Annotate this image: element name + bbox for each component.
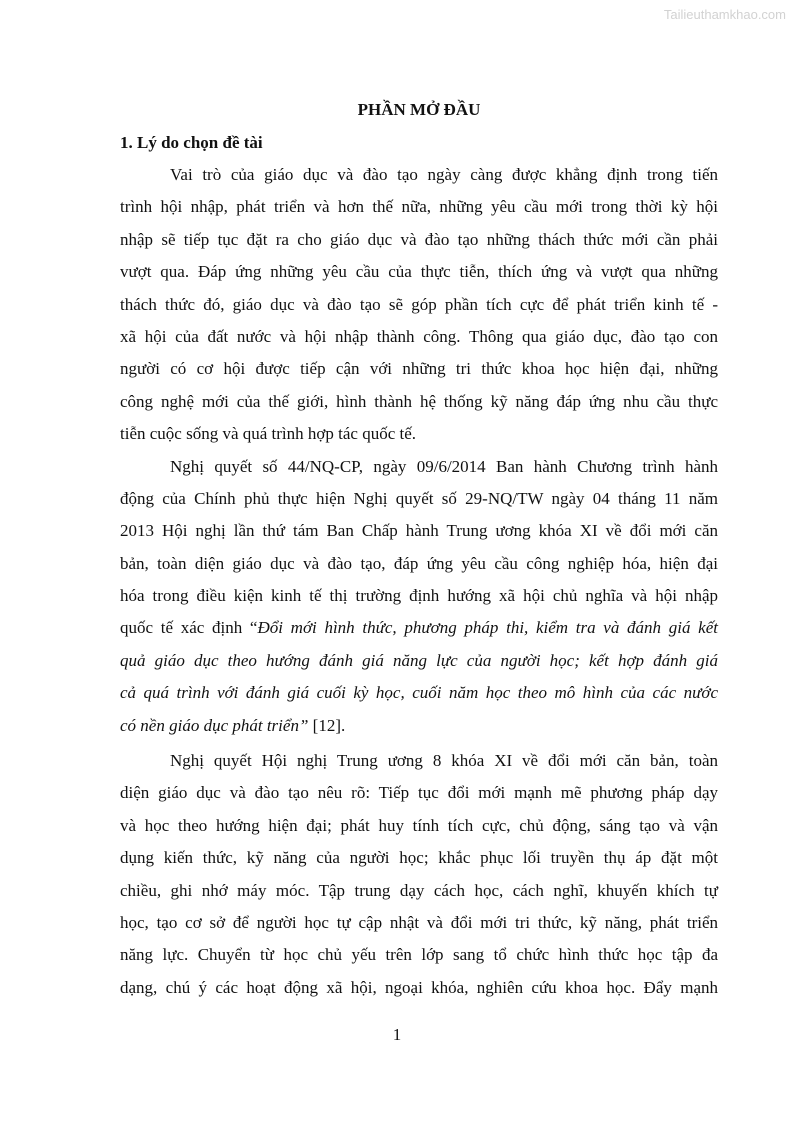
paragraph-2 (120, 451, 718, 743)
paragraph-line: xã hội của đất nước và hội nhập thành công. Thông qua giáo dục, đào tạo con (120, 326, 718, 346)
paragraph-1 (120, 159, 718, 451)
paragraph-line: Vai trò của giáo dục và đào tạo ngày càng được khẳng định trong tiến (170, 165, 718, 184)
paragraph-line: diện giáo dục và đào tạo nêu rõ: Tiếp tục đổi mới mạnh mẽ phương pháp dạy (120, 783, 718, 803)
paragraph-line: Nghị quyết số 44/NQ-CP, ngày 09/6/2014 Ban hành Chương trình hành (170, 456, 718, 476)
paragraph-line: học, tạo cơ sở để người học tự cập nhật và đổi mới tri thức, kỹ năng, phát triển (120, 912, 718, 932)
section-heading: 1. Lý do chọn đề tài (120, 133, 263, 152)
paragraph-line: bản, toàn diện giáo dục và đào tạo, đáp ứng yêu cầu công nghiệp hóa, hiện đại (120, 553, 718, 573)
paragraph-line-mixed (120, 612, 718, 644)
paragraph-line: trình hội nhập, phát triển và hơn thế nữa, những yêu cầu mới trong thời kỳ hội (120, 197, 718, 217)
paragraph-line: dụng kiến thức, kỹ năng của người học; khắc phục lối truyền thụ áp đặt một (120, 848, 718, 868)
citation: [12]. (308, 715, 346, 735)
page-title: PHẦN MỞ ĐẦU (357, 100, 481, 119)
plain-text: quốc tế xác định “ (120, 618, 258, 638)
italic-quote: Đổi mới hình thức, phương pháp thi, kiểm tra và đánh giá kết (257, 618, 718, 638)
paragraph-line: dạng, chú ý các hoạt động xã hội, ngoại khóa, nghiên cứu khoa học. Đẩy mạnh (120, 977, 718, 997)
paragraph-line: và học theo hướng hiện đại; phát huy tính tích cực, chủ động, sáng tạo và vận (120, 815, 718, 835)
italic-quote-line: cả quá trình với đánh giá cuối kỳ học, cuối năm học theo mô hình của các nước (120, 683, 718, 703)
paragraph-line: chiều, ghi nhớ máy móc. Tập trung dạy cách học, cách nghĩ, khuyến khích tự (120, 880, 718, 900)
paragraph-line: tiễn cuộc sống và quá trình hợp tác quốc tế. (120, 424, 417, 444)
italic-quote-line: quả giáo dục theo hướng đánh giá năng lực của người học; kết hợp đánh giá (120, 650, 718, 670)
paragraph-line: vượt qua. Đáp ứng những yêu cầu của thực tiễn, thích ứng và vượt qua những (120, 262, 718, 282)
paragraph-line: động của Chính phủ thực hiện Nghị quyết số 29-NQ/TW ngày 04 tháng 11 năm (120, 488, 718, 508)
italic-quote: có nền giáo dục phát triển” (120, 715, 309, 735)
paragraph-line: nhập sẽ tiếp tục đặt ra cho giáo dục và đào tạo những thách thức mới cần phải (120, 229, 718, 249)
paragraph-line: công nghệ mới của thế giới, hình thành hệ thống kỹ năng đáp ứng nhu cầu thực (120, 391, 718, 411)
document-page (120, 93, 718, 1004)
paragraph-line: năng lực. Chuyển từ học chủ yếu trên lớp sang tổ chức hình thức học tập đa (120, 945, 718, 965)
watermark: Tailieuthamkhao.com (663, 7, 786, 22)
page-number: 1 (392, 1025, 402, 1044)
paragraph-line-mixed (120, 710, 718, 742)
paragraph-line: hóa trong điều kiện kinh tế thị trường định hướng xã hội chủ nghĩa và hội nhập (120, 586, 718, 606)
paragraph-line: người có cơ hội được tiếp cận với những tri thức khoa học hiện đại, những (120, 359, 718, 379)
paragraph-line: 2013 Hội nghị lần thứ tám Ban Chấp hành Trung ương khóa XI về đổi mới căn (120, 521, 718, 541)
paragraph-3 (120, 745, 718, 1004)
paragraph-line: thách thức đó, giáo dục và đào tạo sẽ góp phần tích cực để phát triển kinh tế - (120, 294, 718, 314)
paragraph-line: Nghị quyết Hội nghị Trung ương 8 khóa XI về đổi mới căn bản, toàn (170, 751, 718, 771)
